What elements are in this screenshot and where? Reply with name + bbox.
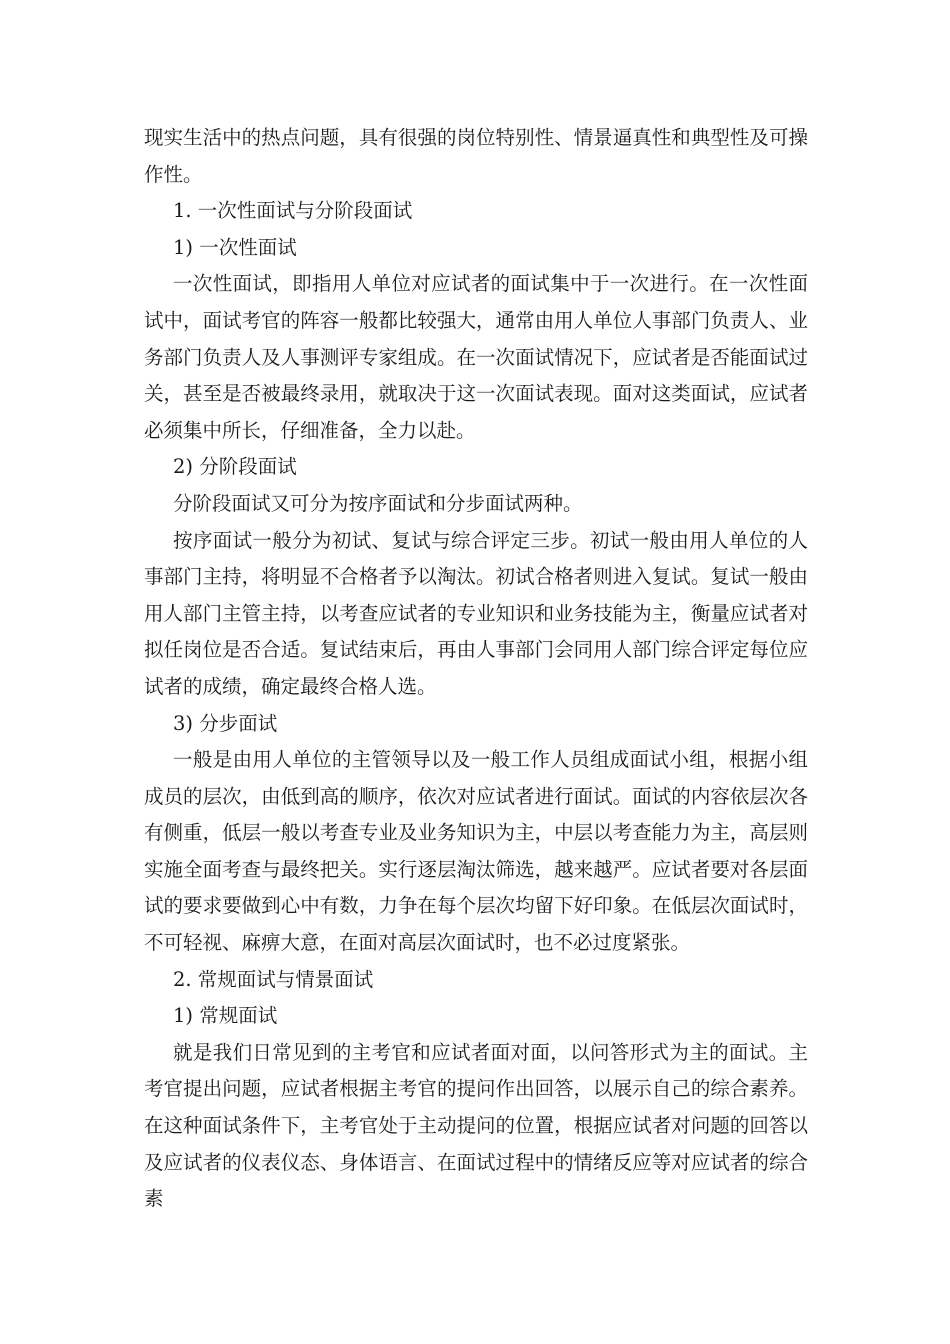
paragraph-one-time-interview: 一次性面试，即指用人单位对应试者的面试集中于一次进行。在一次性面试中，面试考官的阵容一般都比较强大，通常由用人单位人事部门负责人、业务部门负责人及人事测评专家组成。在一次面试情况下，应试者是否能面试过关，甚至是否被最终录用，就取决于这一次面试表现。面对这类面试，应试者必须集中所长，仔细准备，全力以赴。 [144,272,808,442]
subheading-step-interview: 3) 分步面试 [173,711,278,735]
section-heading-2: 2. 常规面试与情景面试 [173,967,374,991]
paragraph-continuation: 现实生活中的热点问题，具有很强的岗位特别性、情景逼真性和典型性及可操作性。 [144,126,808,186]
subheading-staged-interview: 2) 分阶段面试 [173,455,297,479]
subheading-regular-interview: 1) 常规面试 [173,1004,278,1028]
paragraph-staged-intro: 分阶段面试又可分为按序面试和分步面试两种。 [173,491,583,515]
paragraph-sequential-interview: 按序面试一般分为初试、复试与综合评定三步。初试一般由用人单位的人事部门主持，将明显不合格者予以淘汰。初试合格者则进入复试。复试一般由用人部门主管主持，以考查应试者的专业知识和业务技能为主，衡量应试者对拟任岗位是否合适。复试结束后，再由人事部门会同用人部门综合评定每位应试者的成绩，确定最终合格人选。 [144,528,808,698]
paragraph-regular-interview: 就是我们日常见到的主考官和应试者面对面，以问答形式为主的面试。主考官提出问题，应试者根据主考官的提问作出回答，以展示自己的综合素养。在这种面试条件下，主考官处于主动提问的位置，根据应试者对问题的回答以及应试者的仪表仪态、身体语言、在面试过程中的情绪反应等对应试者的综合素 [144,1040,808,1211]
document-body [144,120,808,1218]
subheading-one-time-interview: 1) 一次性面试 [173,235,297,259]
paragraph-step-interview: 一般是由用人单位的主管领导以及一般工作人员组成面试小组，根据小组成员的层次，由低到高的顺序，依次对应试者进行面试。面试的内容依层次各有侧重，低层一般以考查专业及业务知识为主，中层以考查能力为主，高层则实施全面考查与最终把关。实行逐层淘汰筛选，越来越严。应试者要对各层面试的要求要做到心中有数，力争在每个层次均留下好印象。在低层次面试时，不可轻视、麻痹大意，在面对高层次面试时，也不必过度紧张。 [144,748,808,955]
section-heading-1: 1. 一次性面试与分阶段面试 [173,199,413,223]
